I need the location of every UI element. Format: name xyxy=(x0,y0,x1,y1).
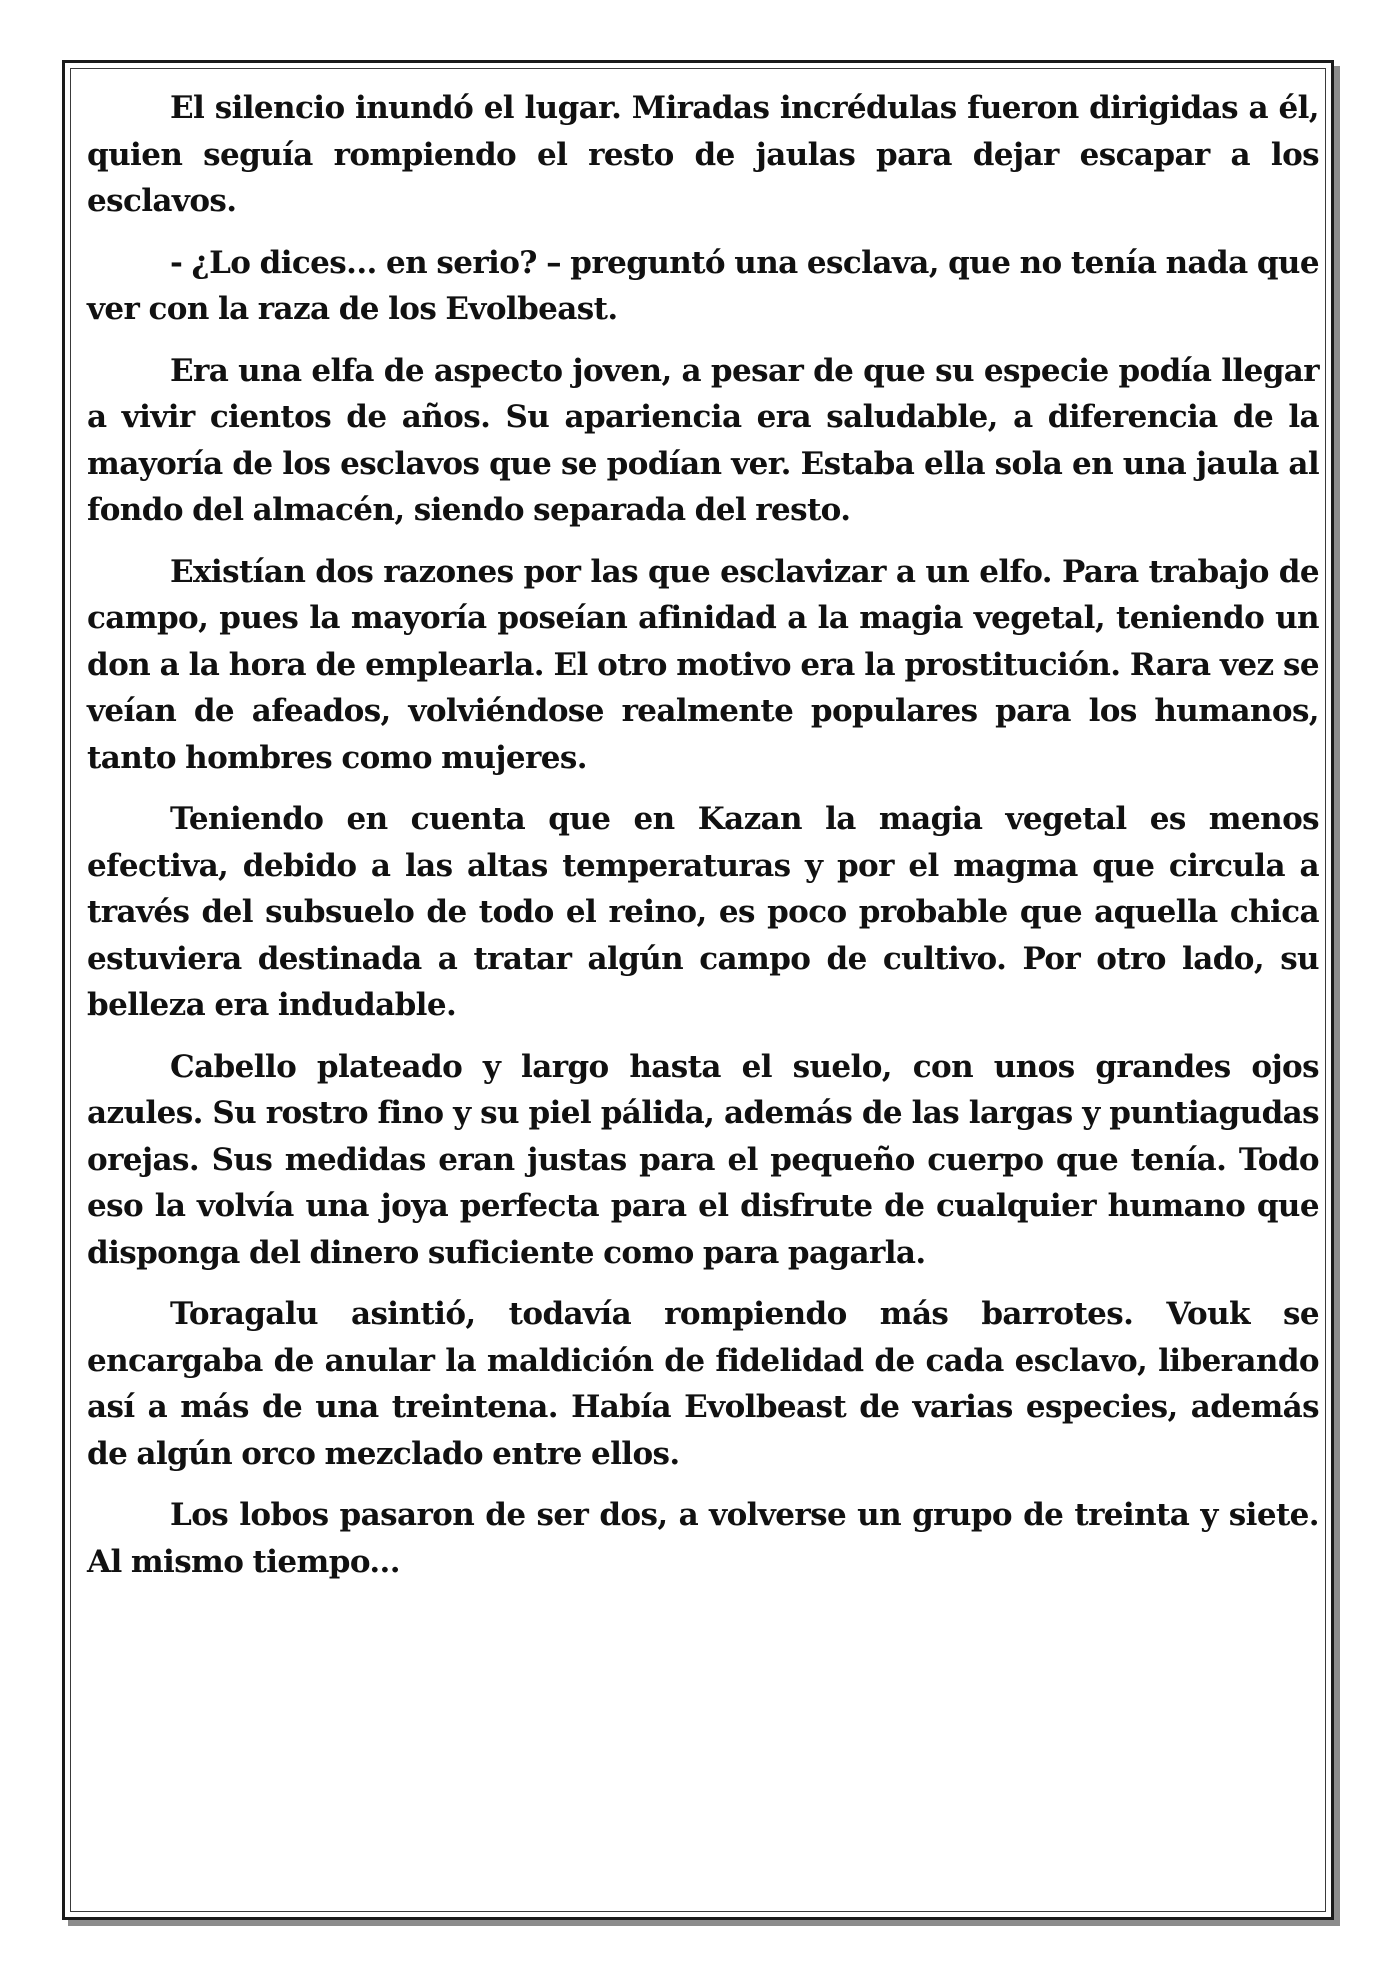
document-body xyxy=(87,85,1319,1600)
paragraph: Existían dos razones por las que esclavizar a un elfo. Para trabajo de campo, pues la mayoría poseían afinidad a la magia vegetal, teniendo un don a la hora de emplearla. El otro motivo era la prostitución. Rara vez se veían de afeados, volviéndose realmente populares para los humanos, tanto hombres como mujeres. xyxy=(87,553,1319,776)
paragraph: Toragalu asintió, todavía rompiendo más barrotes. Vouk se encargaba de anular la maldición de fidelidad de cada esclavo, liberando así a más de una treintena. Había Evolbeast de varias especies, además de algún orco mezclado entre ellos. xyxy=(87,1296,1319,1472)
paragraph: El silencio inundó el lugar. Miradas incrédulas fueron dirigidas a él, quien seguía rompiendo el resto de jaulas para dejar escapar a los esclavos. xyxy=(87,90,1319,219)
paragraph: Cabello plateado y largo hasta el suelo, con unos grandes ojos azules. Su rostro fino y su piel pálida, además de las largas y puntiagudas orejas. Sus medidas eran justas para el pequeño cuerpo que tenía. Todo eso la volvía una joya perfecta para el disfrute de cualquier humano que disponga del dinero suficiente como para pagarla. xyxy=(87,1048,1319,1271)
page-frame xyxy=(62,60,1334,1920)
paragraph: - ¿Lo dices... en serio? – preguntó una esclava, que no tenía nada que ver con la raza de los Evolbeast. xyxy=(87,244,1319,327)
paragraph: Era una elfa de aspecto joven, a pesar de que su especie podía llegar a vivir cientos de años. Su apariencia era saludable, a diferencia de la mayoría de los esclavos que se podían ver. Estaba ella sola en una jaula al fondo del almacén, siendo separada del resto. xyxy=(87,352,1319,528)
paragraph: Teniendo en cuenta que en Kazan la magia vegetal es menos efectiva, debido a las altas temperaturas y por el magma que circula a través del subsuelo de todo el reino, es poco probable que aquella chica estuviera destinada a tratar algún campo de cultivo. Por otro lado, su belleza era indudable. xyxy=(87,801,1319,1023)
paragraph: Los lobos pasaron de ser dos, a volverse un grupo de treinta y siete. Al mismo tiempo... xyxy=(87,1497,1319,1580)
